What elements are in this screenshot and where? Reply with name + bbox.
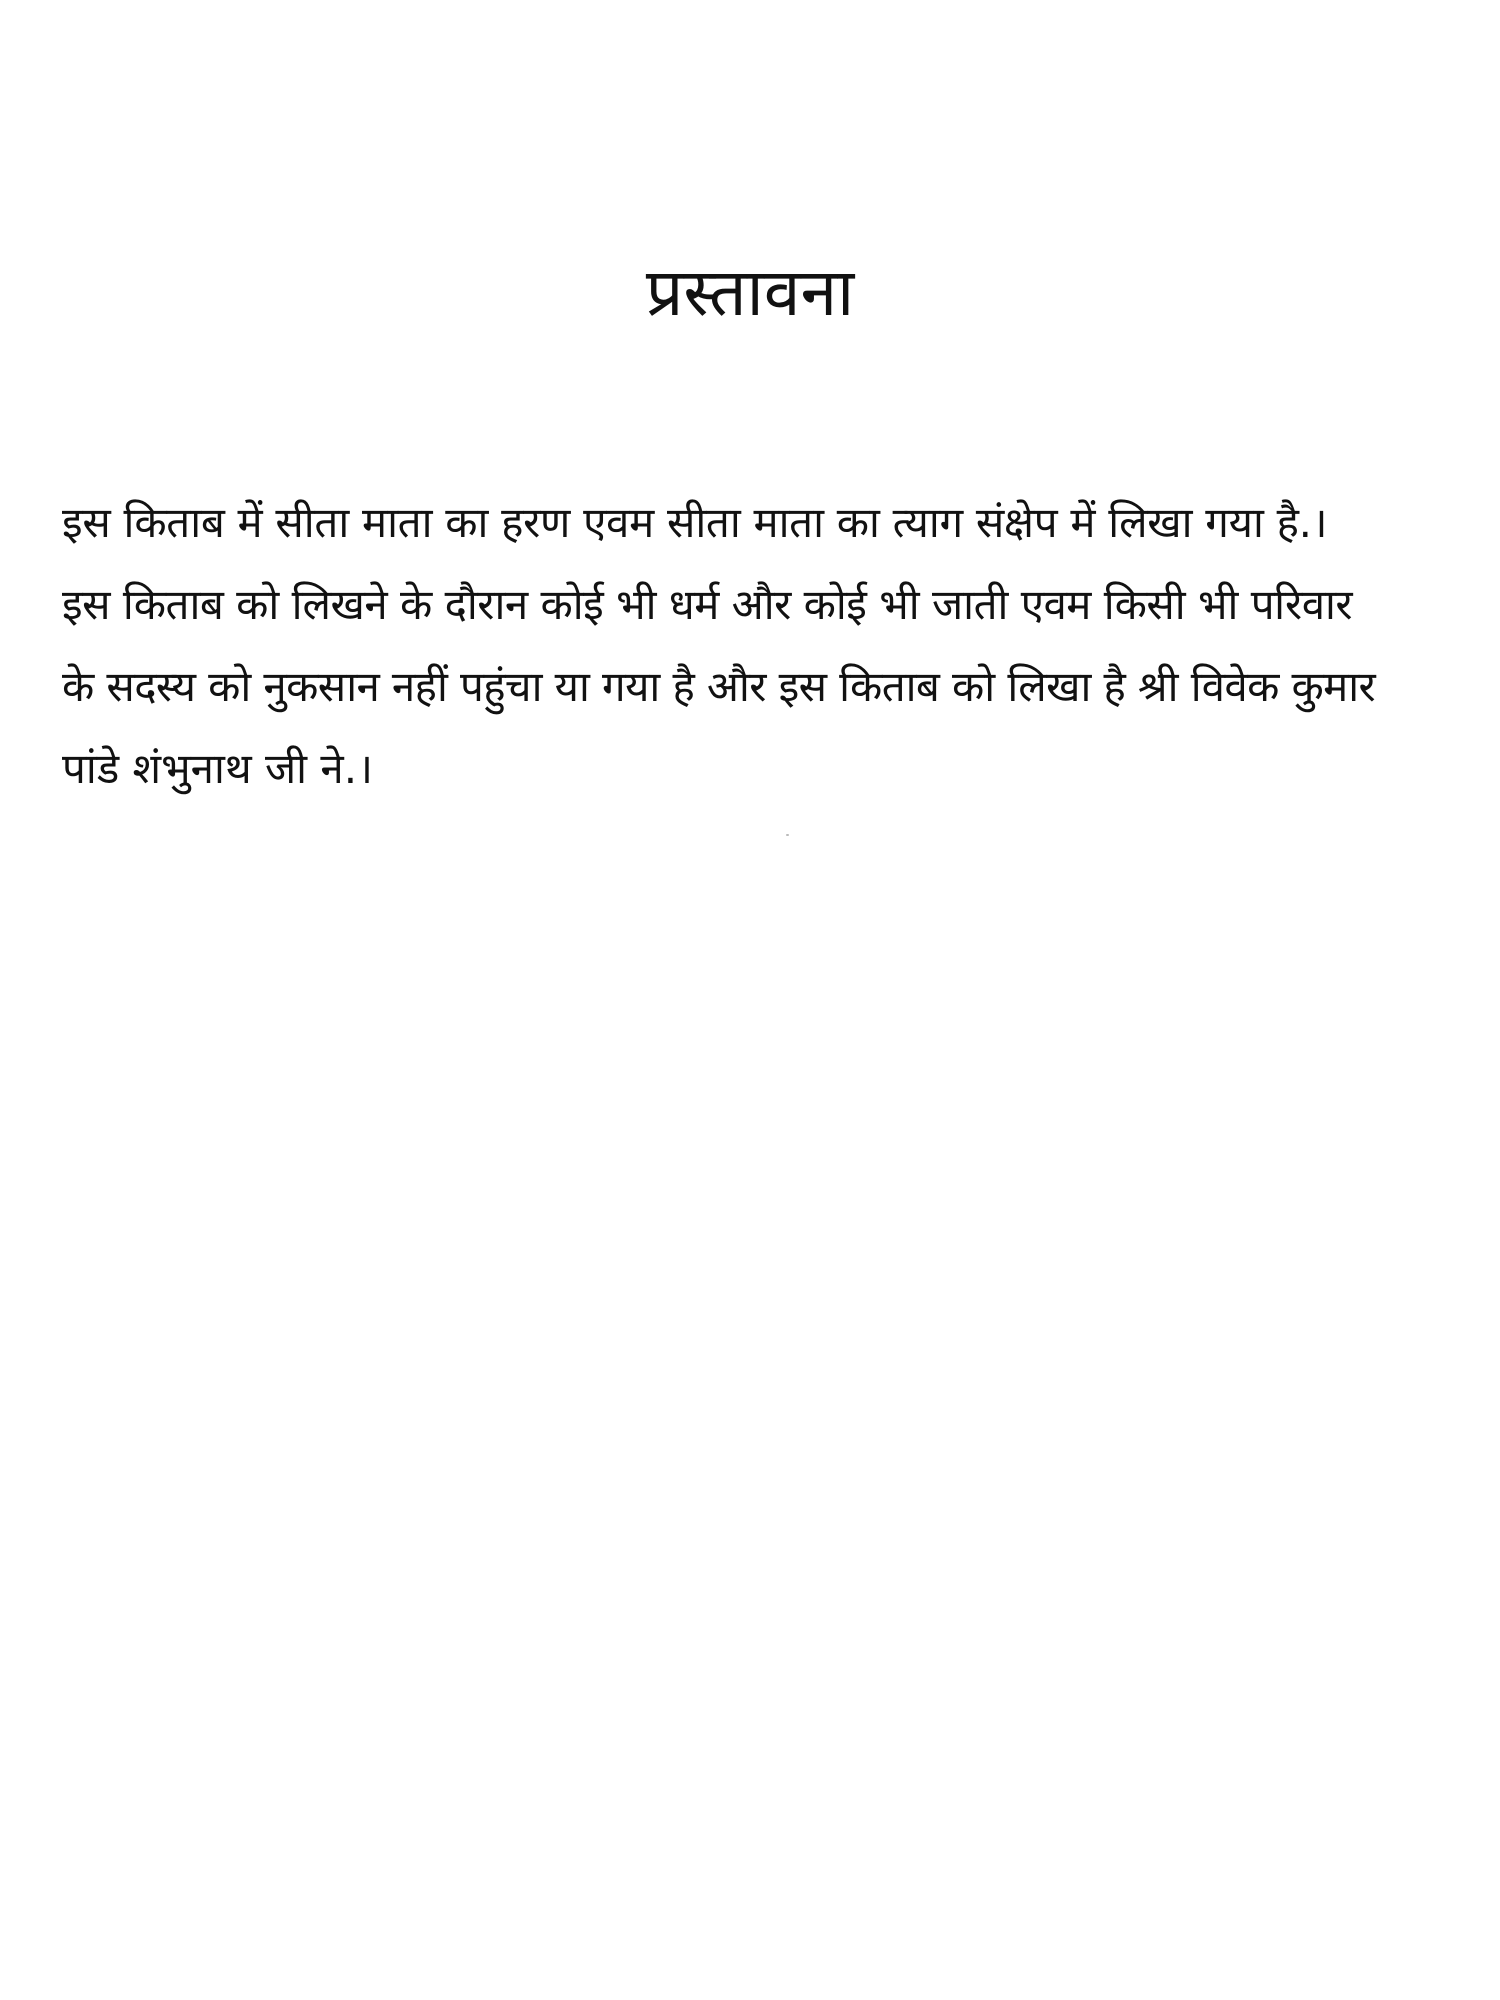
preface-paragraph <box>62 482 1452 810</box>
paragraph-line-3: के सदस्य को नुकसान नहीं पहुंचा या गया है और इस किताब को लिखा है श्री विवेक कुमार <box>62 662 1376 711</box>
page-title: प्रस्तावना <box>645 254 855 331</box>
scan-speck <box>786 834 789 836</box>
paragraph-line-4: पांडे शंभुनाथ जी ने.। <box>62 744 373 793</box>
paragraph-line-2: इस किताब को लिखने के दौरान कोई भी धर्म और कोई भी जाती एवम किसी भी परिवार <box>62 580 1353 629</box>
paragraph-line-1: इस किताब में सीता माता का हरण एवम सीता माता का त्याग संक्षेप में लिखा गया है.। <box>62 498 1328 547</box>
